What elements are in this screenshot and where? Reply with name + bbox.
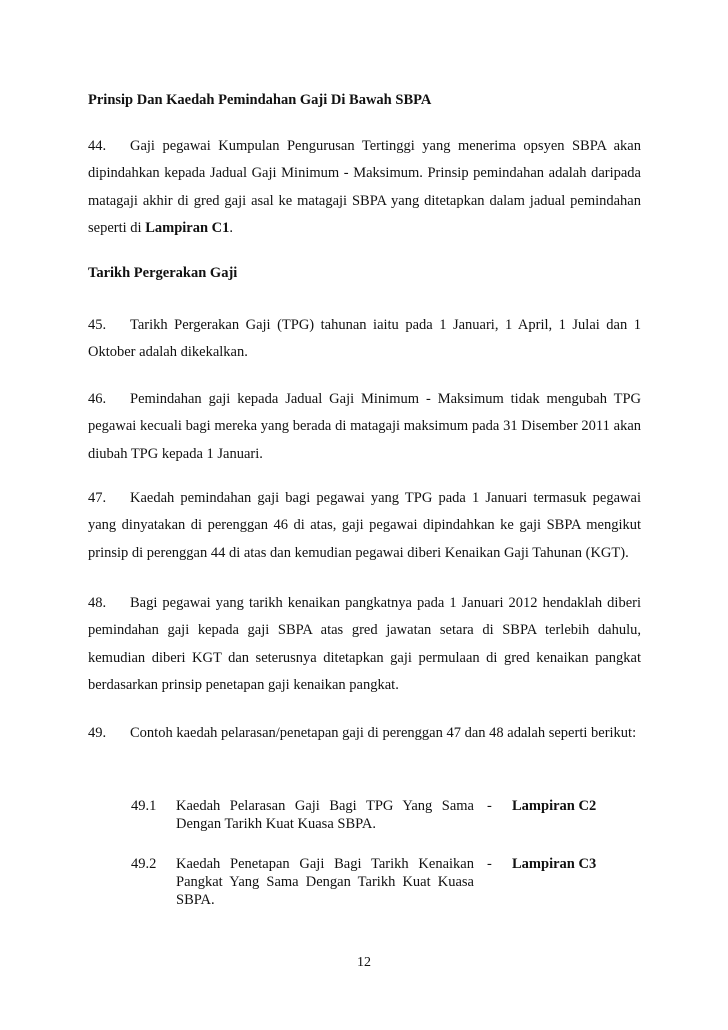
- list-item-appendix-ref: Lampiran C3: [512, 856, 597, 872]
- appendix-reference: Lampiran C1: [145, 219, 230, 236]
- list-item-text: Kaedah Penetapan Gaji Bagi Tarikh Kenaikan Pangkat Yang Sama Dengan Tarikh Kuat Kuasa SBPA.: [176, 856, 474, 908]
- page-number: 12: [357, 955, 371, 970]
- paragraph-45: [88, 312, 641, 367]
- paragraph-46: [88, 386, 641, 468]
- list-item-dash: -: [487, 856, 492, 872]
- paragraph-44: [88, 133, 641, 242]
- list-item-dash: -: [487, 798, 492, 814]
- paragraph-end: .: [229, 219, 234, 236]
- paragraph-text: Gaji pegawai Kumpulan Pengurusan Tertinggi yang menerima opsyen SBPA akan dipindahkan kepada Jadual Gaji Minimum - Maksimum. Prinsip pemindahan adalah daripada matagaji akhir di gred gaji asal ke matagaji SBPA yang ditetapkan dalam jadual pemindahan seperti di: [88, 138, 641, 236]
- paragraph-48: [88, 590, 641, 699]
- paragraph-text: Pemindahan gaji kepada Jadual Gaji Minimum - Maksimum tidak mengubah TPG pegawai kecuali bagi mereka yang berada di matagaji maksimum pada 31 Disember 2011 akan diubah TPG kepada 1 Januari.: [88, 391, 641, 462]
- paragraph-number: 47.: [88, 490, 107, 506]
- list-item-number: 49.1: [131, 798, 157, 814]
- paragraph-number: 44.: [88, 138, 107, 154]
- paragraph-47: [88, 485, 641, 567]
- paragraph-text: Tarikh Pergerakan Gaji (TPG) tahunan iaitu pada 1 Januari, 1 April, 1 Julai dan 1 Oktober adalah dikekalkan.: [88, 317, 641, 361]
- paragraph-number: 46.: [88, 391, 107, 407]
- list-item-number: 49.2: [131, 856, 157, 872]
- paragraph-text: Contoh kaedah pelarasan/penetapan gaji di perenggan 47 dan 48 adalah seperti berikut:: [130, 725, 637, 741]
- section-heading-principles: Prinsip Dan Kaedah Pemindahan Gaji Di Bawah SBPA: [88, 92, 432, 108]
- list-item-appendix-ref: Lampiran C2: [512, 798, 597, 814]
- paragraph-number: 45.: [88, 317, 107, 333]
- paragraph-text: Bagi pegawai yang tarikh kenaikan pangkatnya pada 1 Januari 2012 hendaklah diberi pemindahan gaji kepada gaji SBPA atas gred jawatan setara di SBPA terlebih dahulu, kemudian diberi KGT dan seterusnya ditetapkan gaji permulaan di gred kenaikan pangkat berdasarkan prinsip penetapan gaji kenaikan pangkat.: [88, 595, 641, 693]
- paragraph-number: 48.: [88, 595, 107, 611]
- section-heading-salary-movement: Tarikh Pergerakan Gaji: [88, 265, 238, 281]
- list-item-text: Kaedah Pelarasan Gaji Bagi TPG Yang Sama Dengan Tarikh Kuat Kuasa SBPA.: [176, 798, 474, 832]
- paragraph-text: Kaedah pemindahan gaji bagi pegawai yang TPG pada 1 Januari termasuk pegawai yang dinyatakan di perenggan 46 di atas, gaji pegawai dipindahkan ke gaji SBPA mengikut prinsip di perenggan 44 di atas dan kemudian pegawai diberi Kenaikan Gaji Tahunan (KGT).: [88, 490, 641, 561]
- paragraph-49: [88, 720, 641, 747]
- paragraph-number: 49.: [88, 725, 107, 741]
